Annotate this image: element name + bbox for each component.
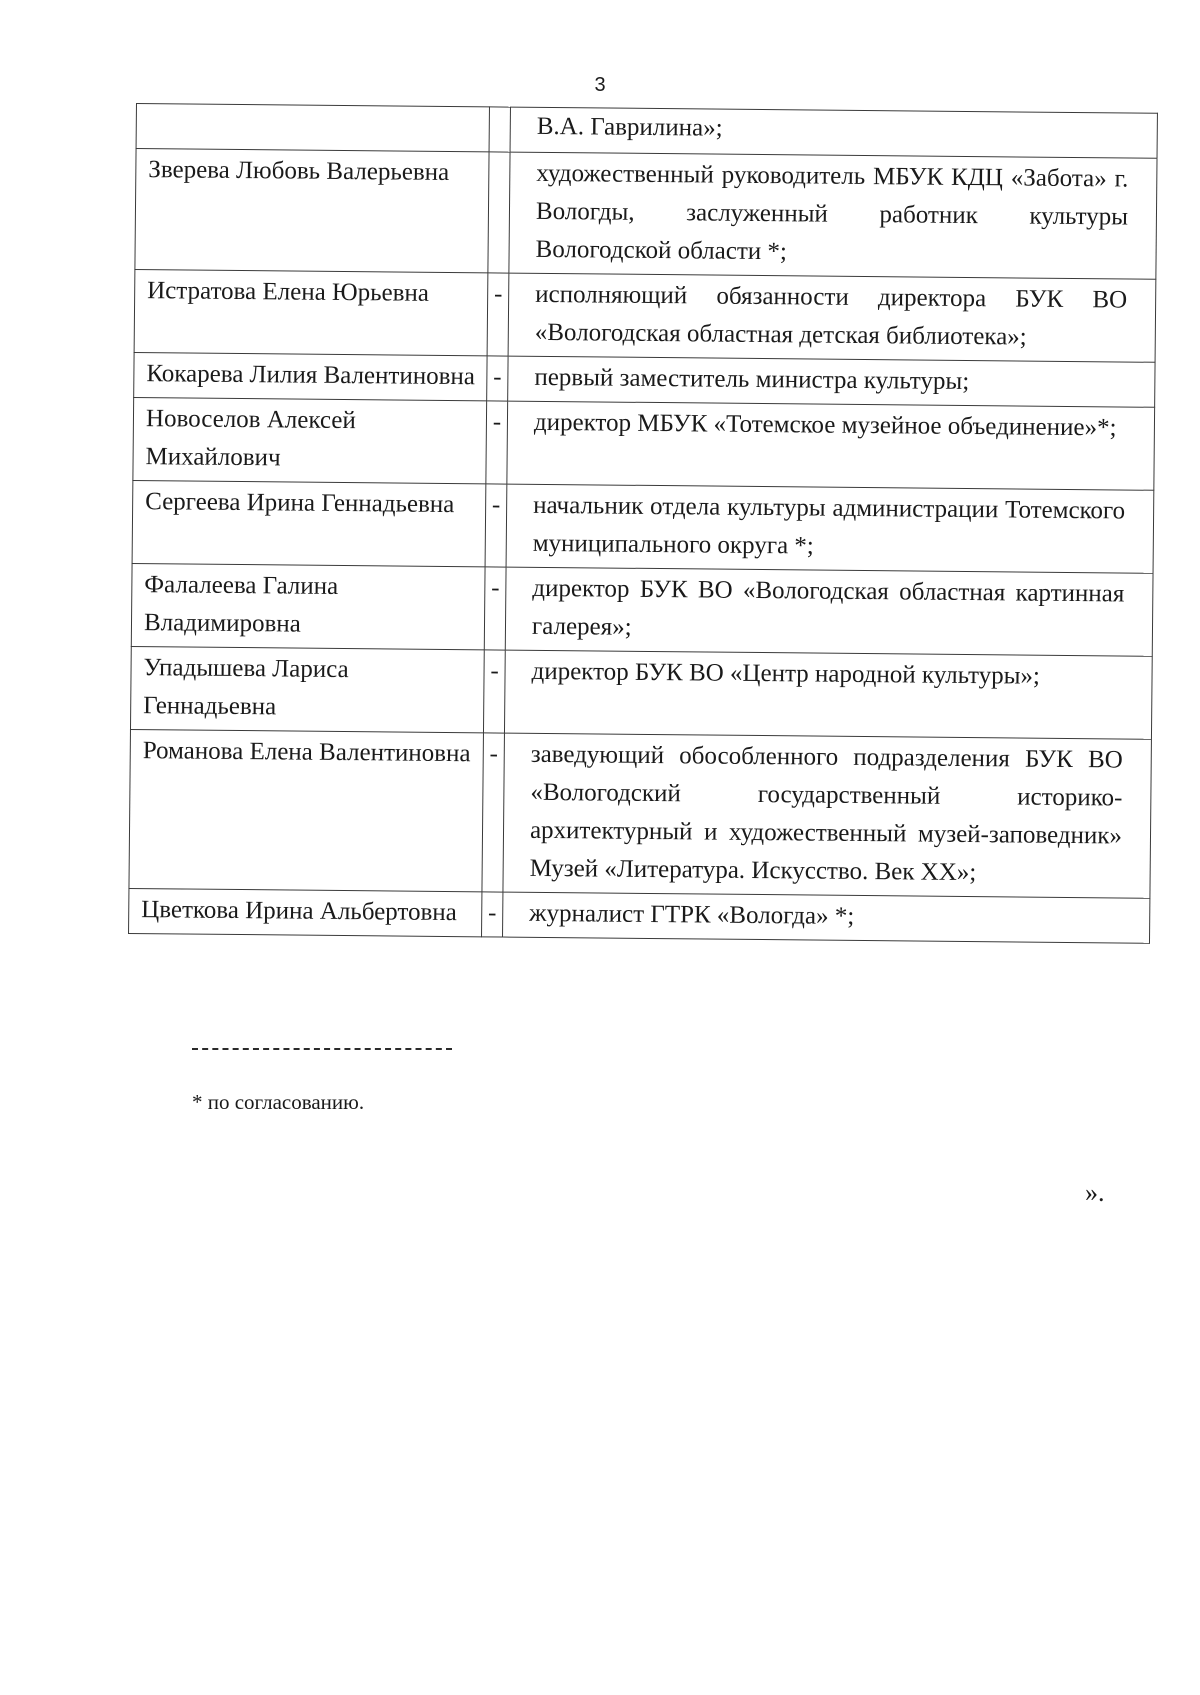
member-name: Цветкова Ирина Альбертовна <box>129 888 482 936</box>
dash-separator: - <box>487 273 509 356</box>
member-position: первый заместитель министра культуры; <box>508 356 1155 407</box>
member-name: Романова Елена Валентиновна <box>129 729 484 891</box>
page-number: 3 <box>594 74 606 96</box>
footnote-divider <box>192 1048 452 1050</box>
member-position: начальник отдела культуры администрации Тотемского муниципального округа *; <box>506 484 1154 573</box>
member-position: художественный руководитель МБУК КДЦ «Забота» г. Вологды, заслуженный работник культуры Вологодской области *; <box>509 152 1157 279</box>
table-row <box>130 646 1152 739</box>
member-position: В.А. Гаврилина»; <box>510 107 1157 158</box>
table-row <box>132 480 1154 573</box>
table-row <box>133 397 1155 490</box>
member-name: Новоселов Алексей Михайлович <box>133 397 487 483</box>
member-position: директор БУК ВО «Центр народной культуры»; <box>504 650 1152 739</box>
dash-separator <box>489 107 510 152</box>
member-position: журналист ГТРК «Вологда» *; <box>503 892 1150 943</box>
member-name: Истратова Елена Юрьевна <box>134 269 488 355</box>
table-row <box>135 149 1157 280</box>
member-position: заведующий обособленного подразделения БУК ВО «Вологодский государственный историко-архитектурный и художественный музей-заповедник» Музей «Литература. Искусство. Век XX»; <box>503 733 1151 898</box>
member-name: Кокарева Лилия Валентиновна <box>134 352 487 400</box>
dash-separator: - <box>485 484 507 567</box>
member-name: Упадышева Лариса Геннадьевна <box>130 646 484 732</box>
member-name: Сергеева Ирина Геннадьевна <box>132 480 486 566</box>
member-name <box>136 104 489 152</box>
table-row <box>131 563 1153 656</box>
dash-separator: - <box>487 356 508 401</box>
dash-separator <box>488 152 510 273</box>
dash-separator: - <box>483 650 505 733</box>
table-row <box>129 888 1150 943</box>
dash-separator: - <box>482 733 505 892</box>
member-position: директор БУК ВО «Вологодская областная картинная галерея»; <box>505 567 1153 656</box>
closing-quote: ». <box>1085 1178 1105 1207</box>
dash-separator: - <box>486 401 508 484</box>
member-name: Зверева Любовь Валерьевна <box>135 149 489 273</box>
table-row <box>134 269 1156 362</box>
member-name: Фалалеева Галина Владимировна <box>131 563 485 649</box>
table-row <box>129 729 1151 898</box>
dash-separator: - <box>484 567 506 650</box>
member-position: исполняющий обязанности директора БУК ВО «Вологодская областная детская библиотека»; <box>508 273 1156 362</box>
members-table <box>128 103 1158 944</box>
dash-separator: - <box>482 892 503 937</box>
footnote: * по согласованию. <box>192 1090 365 1114</box>
member-position: директор МБУК «Тотемское музейное объединение»*; <box>507 401 1155 490</box>
